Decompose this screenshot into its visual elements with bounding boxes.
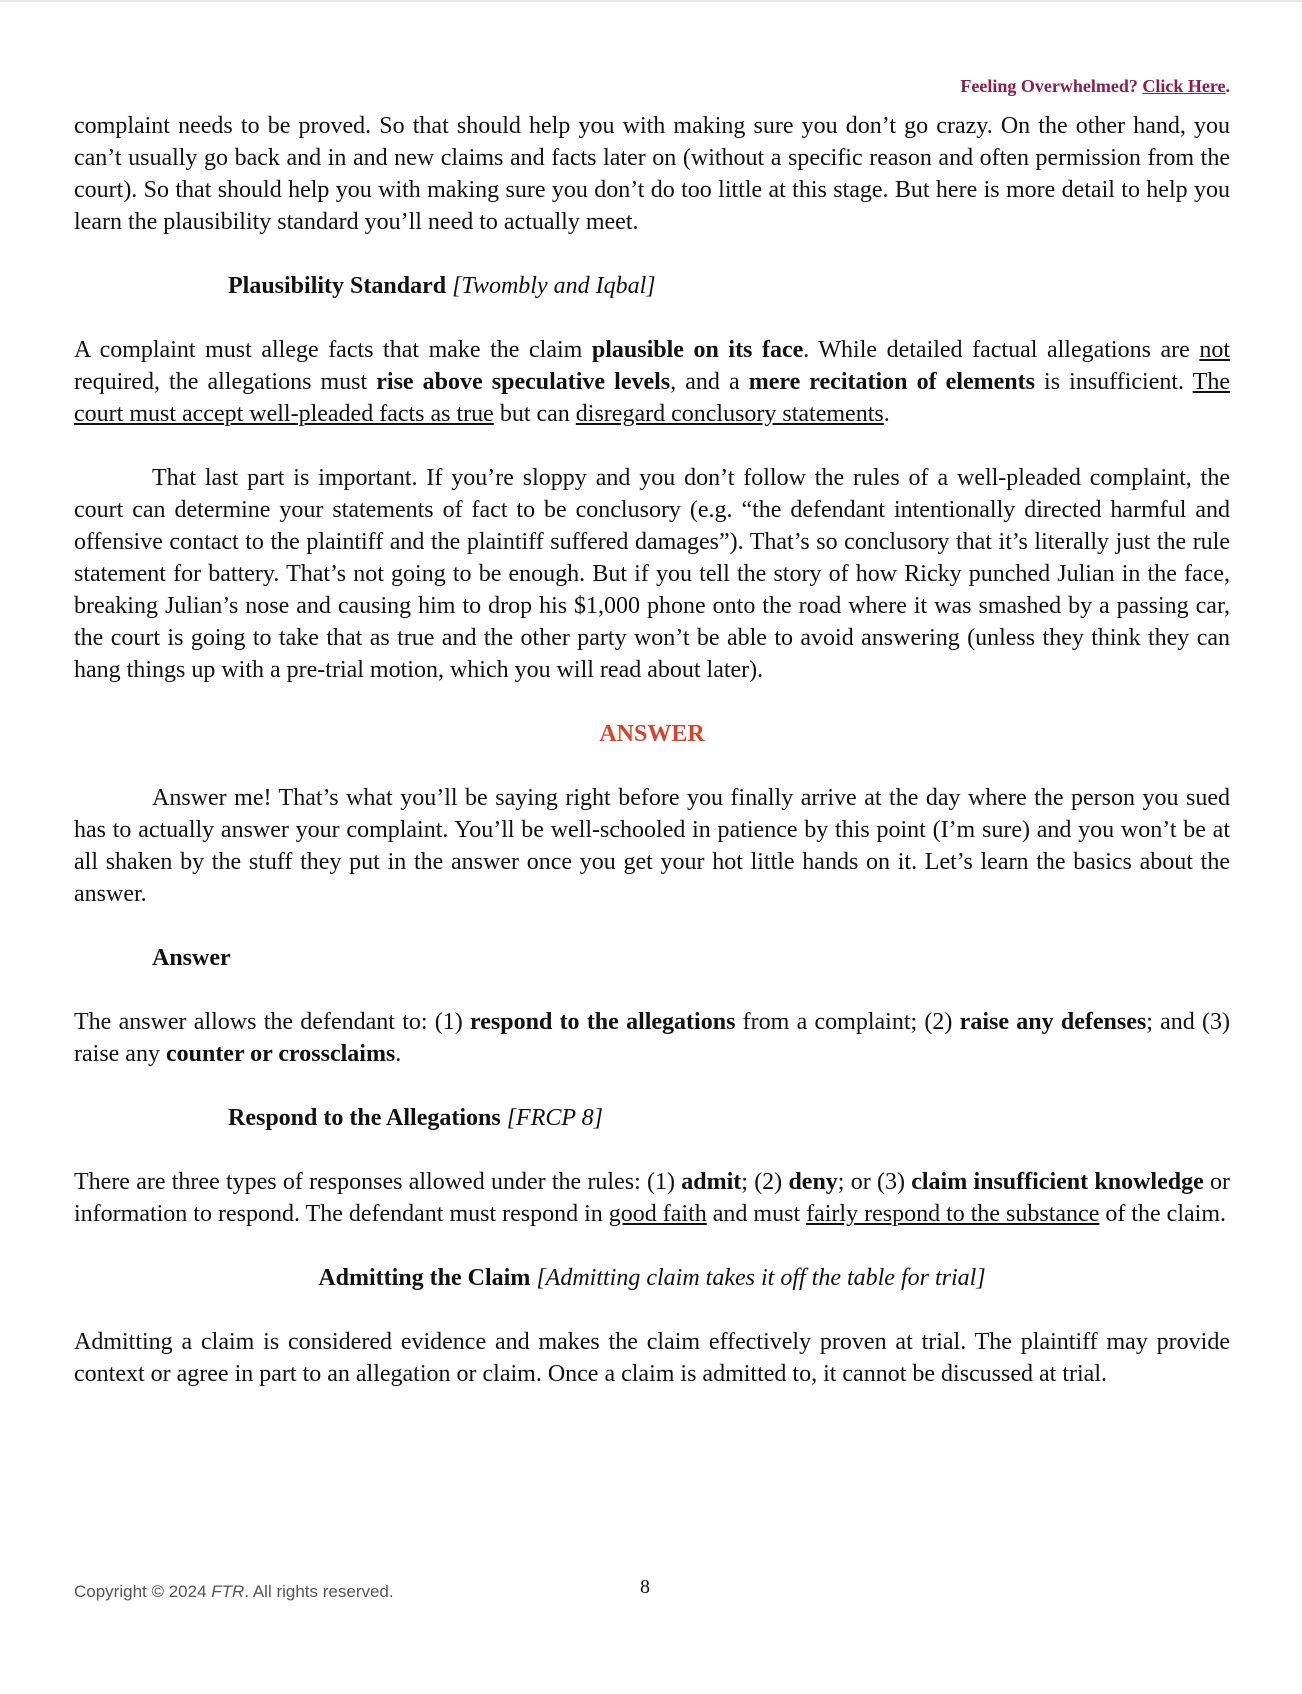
- brand-name: FTR: [211, 1582, 245, 1601]
- respond-heading: Respond to the Allegations [FRCP 8]: [228, 1105, 603, 1131]
- overwhelmed-prompt: Feeling Overwhelmed?: [960, 76, 1138, 96]
- intro-paragraph: complaint needs to be proved. So that should help you with making sure you don’t go crazy. On the other hand, you can’t usually go back and in and new claims and facts later on (without a specific reason and often permission from the court). So that should help you with making sure you don’t do too little at this stage. But here is more detail to help you learn the plausibility standard you’ll need to actually meet.: [74, 113, 1230, 235]
- page-number: 8: [640, 1576, 650, 1598]
- respond-paragraph: There are three types of responses allowed under the rules: (1) admit; (2) deny; or (3) claim insufficient knowledge or information to respond. The defendant must respond in good faith and must fairly respond to the substance of the claim.: [74, 1169, 1230, 1227]
- conclusory-paragraph: That last part is important. If you’re sloppy and you don’t follow the rules of a well-pleaded complaint, the court can determine your statements of fact to be conclusory (e.g. “the defendant intentionally directed harmful and offensive contact to the plaintiff and the plaintiff suffered damages”). That’s so conclusory that it’s literally just the rule statement for battery. That’s not going to be enough. But if you tell the story of how Ricky punched Julian in the face, breaking Julian’s nose and causing him to drop his $1,000 phone onto the road where it was smashed by a passing car, the court is going to take that as true and the other party won’t be able to avoid answering (unless they think they can hang things up with a pre-trial motion, which you will read about later).: [74, 465, 1230, 683]
- body-content: [74, 110, 1230, 1390]
- answer-section-title: ANSWER: [599, 721, 705, 747]
- plausibility-paragraph: A complaint must allege facts that make the claim plausible on its face. While detailed factual allegations are not required, the allegations must rise above speculative levels, and a mere recitation of elements is insufficient. The court must accept well-pleaded facts as true but can disregard conclusory statements.: [74, 337, 1231, 427]
- link-period: .: [1225, 76, 1230, 96]
- click-here-link[interactable]: Click Here: [1142, 76, 1226, 96]
- plausibility-heading: Plausibility Standard [Twombly and Iqbal]: [228, 273, 656, 299]
- top-divider: [0, 0, 1302, 2]
- overwhelmed-link: [960, 76, 1230, 97]
- copyright-footer: Copyright © 2024 FTR. All rights reserved.: [74, 1582, 394, 1601]
- answer-heading: Answer: [152, 945, 231, 971]
- answer-intro-paragraph: Answer me! That’s what you’ll be saying right before you finally arrive at the day where the person you sued has to actually answer your complaint. You’ll be well-schooled in patience by this point (I’m sure) and you won’t be at all shaken by the stuff they put in the answer once you get your hot little hands on it. Let’s learn the basics about the answer.: [74, 785, 1230, 907]
- admitting-paragraph: Admitting a claim is considered evidence and makes the claim effectively proven at trial. The plaintiff may provide context or agree in part to an allegation or claim. Once a claim is admitted to, it cannot be discussed at trial.: [74, 1329, 1230, 1387]
- answer-paragraph: The answer allows the defendant to: (1) respond to the allegations from a complaint; (2) raise any defenses; and (3) raise any counter or crossclaims.: [74, 1009, 1231, 1067]
- admitting-heading: Admitting the Claim [Admitting claim takes it off the table for trial]: [318, 1265, 986, 1291]
